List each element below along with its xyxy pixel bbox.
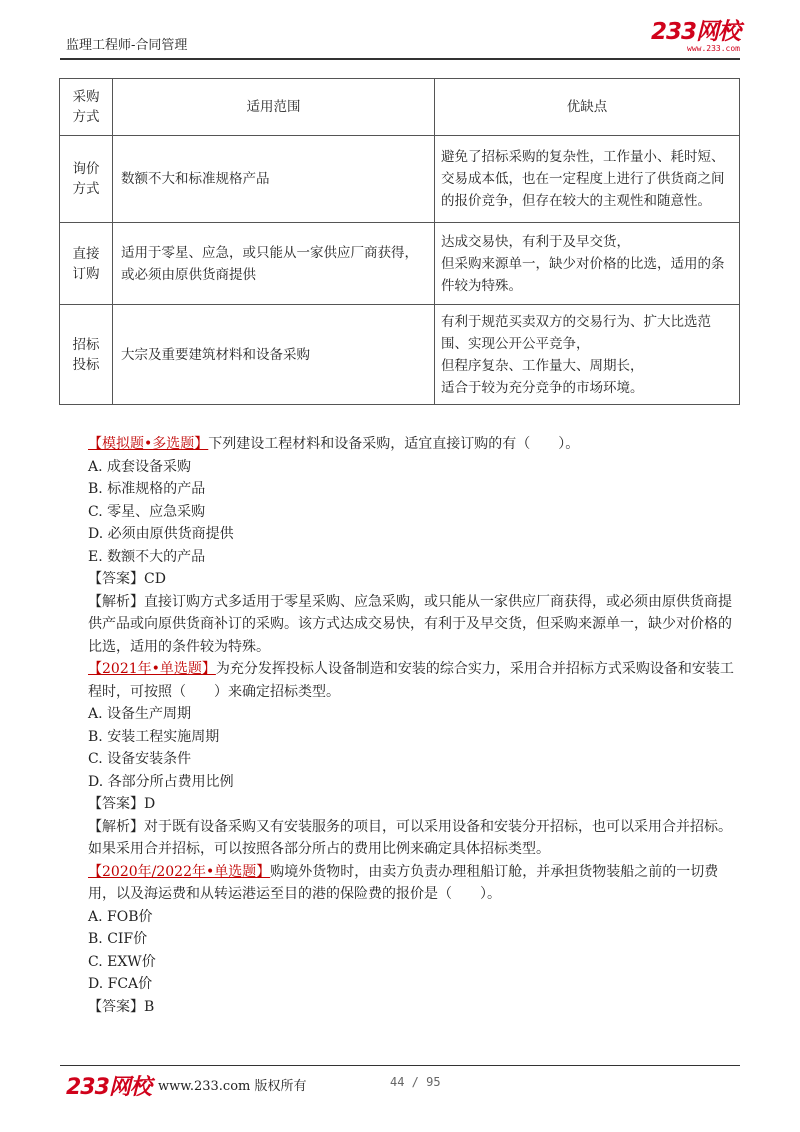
question-stem [62, 658, 742, 703]
option-c: C. 零星、应急采购 [88, 503, 206, 520]
option-c: C. EXW价 [88, 953, 156, 970]
table-cell-method: 询价 方式 [60, 136, 113, 223]
question-stem [62, 861, 742, 906]
table-header-method: 采购 方式 [60, 79, 113, 136]
option-d: D. FCA价 [88, 976, 153, 992]
table-header-scope: 适用范围 [113, 79, 435, 136]
footer-divider [60, 1065, 740, 1066]
table-row [60, 136, 740, 223]
analysis: 【解析】直接订购方式多适用于零星采购、应急采购，或只能从一家供应厂商获得，或必须由原供货商提供产品或向原供货商补订的采购。该方式达成交易快，有利于及早交货，但采购来源单一，缺少对价格的比选，适用的条件较为特殊。 [88, 593, 732, 655]
question-text: 下列建设工程材料和设备采购，适宜直接订购的有（ ）。 [208, 436, 580, 452]
table-cell-scope: 大宗及重要建筑材料和设备采购 [113, 305, 435, 405]
option-b: B. CIF价 [88, 931, 148, 947]
page-header [60, 20, 740, 60]
header-title: 监理工程师-合同管理 [66, 38, 188, 53]
option-b: B. 标准规格的产品 [88, 481, 206, 497]
option-b: B. 安装工程实施周期 [88, 728, 220, 745]
answer: 【答案】D [88, 796, 156, 812]
brand-logo [651, 20, 740, 53]
answer: 【答案】CD [88, 571, 166, 587]
option-d: D. 各部分所占费用比例 [88, 773, 234, 790]
question-text: 为充分发挥投标人设备制造和安装的综合实力，采用合并招标方式采购设备和安装工程时，可按照（ ）来确定招标类型。 [88, 661, 734, 700]
table-cell-method: 直接 订购 [60, 223, 113, 305]
table-cell-pros: 达成交易快，有利于及早交货， 但采购来源单一，缺少对价格的比选，适用的条件较为特殊。 [435, 223, 740, 305]
table-header-pros: 优缺点 [435, 79, 740, 136]
table-cell-scope: 适用于零星、应急，或只能从一家供应厂商获得，或必须由原供货商提供 [113, 223, 435, 305]
question-content [62, 433, 742, 1018]
analysis: 【解析】对于既有设备采购又有安装服务的项目，可以采用设备和安装分开招标，也可以采用合并招标。如果采用合并招标，可以按照各部分所占的费用比例来确定具体招标类型。 [88, 818, 732, 857]
question-tag: 【模拟题•多选题】 [88, 436, 209, 452]
footer-logo: 233网校 [66, 1075, 151, 1100]
question-tag: 【2020年/2022年•单选题】 [88, 863, 271, 880]
option-a: A. FOB价 [88, 908, 153, 925]
table-cell-pros: 有利于规范买卖双方的交易行为、扩大比选范围、实现公开公平竞争， 但程序复杂、工作量大、周期长， 适合于较为充分竞争的市场环境。 [435, 305, 740, 405]
logo-text: 233网校 [650, 19, 740, 45]
table-header-row [60, 79, 740, 136]
option-a: A. 设备生产周期 [88, 706, 192, 722]
footer-copyright: www.233.com 版权所有 [158, 1079, 307, 1094]
question-stem [62, 433, 742, 456]
page-footer [60, 1065, 740, 1105]
logo-url: www.233.com [687, 44, 740, 53]
header-divider [60, 58, 740, 60]
page-number: 44 / 95 [390, 1075, 441, 1089]
option-d: D. 必须由原供货商提供 [88, 526, 234, 542]
option-e: E. 数额不大的产品 [88, 548, 206, 565]
option-c: C. 设备安装条件 [88, 751, 192, 767]
table-row [60, 223, 740, 305]
procurement-table [59, 78, 740, 405]
option-a: A. 成套设备采购 [88, 458, 192, 475]
table-row [60, 305, 740, 405]
table-cell-pros: 避免了招标采购的复杂性，工作量小、耗时短、交易成本低，也在一定程度上进行了供货商之间的报价竞争，但存在较大的主观性和随意性。 [435, 136, 740, 223]
question-tag: 【2021年•单选题】 [88, 661, 216, 677]
question-text: 购境外货物时，由卖方负责办理租船订舱，并承担货物装船之前的一切费用，以及海运费和从转运港运至目的港的保险费的报价是（ ）。 [88, 863, 719, 902]
table-cell-method: 招标 投标 [60, 305, 113, 405]
table-cell-scope: 数额不大和标准规格产品 [113, 136, 435, 223]
answer: 【答案】B [88, 998, 155, 1015]
